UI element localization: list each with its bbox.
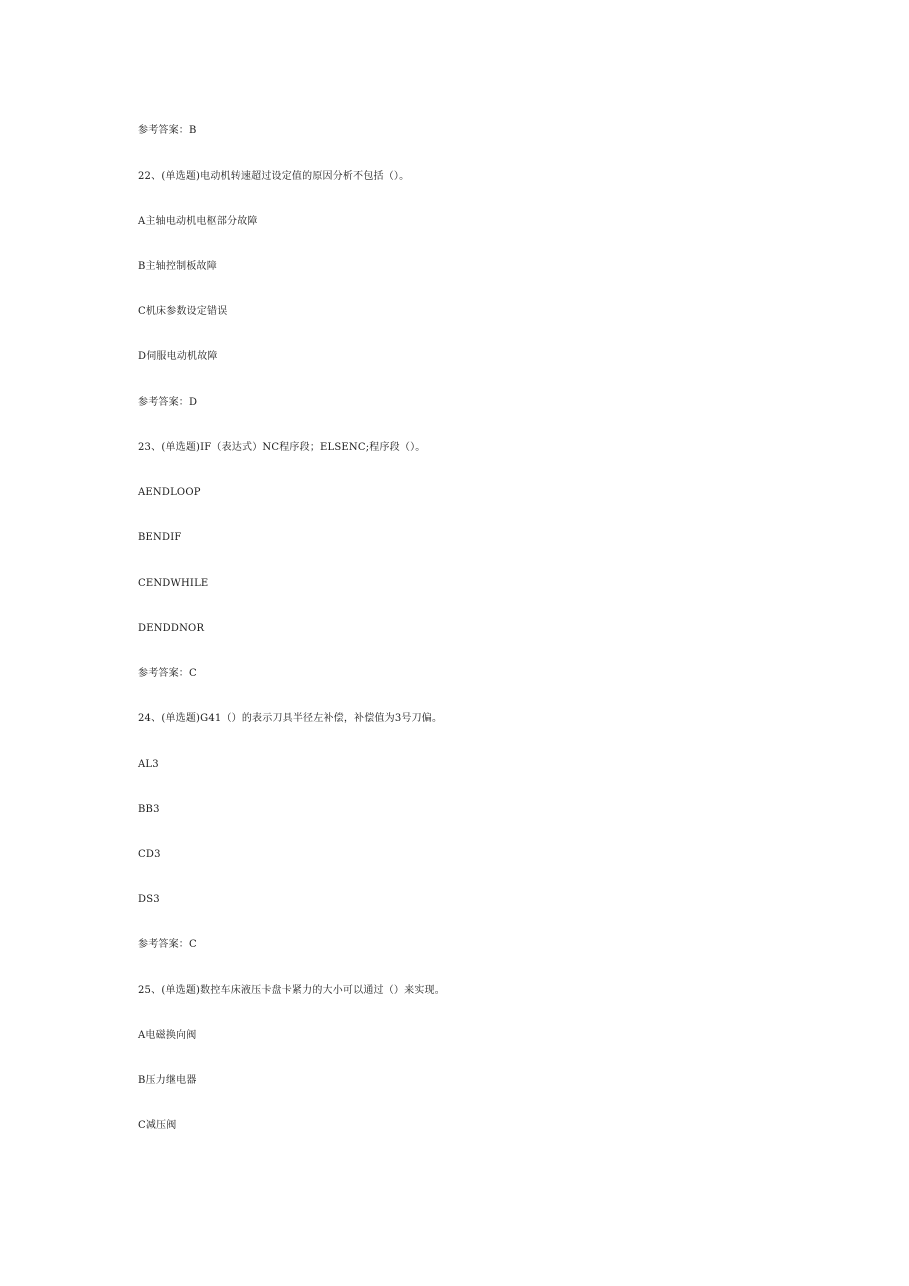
answer-line: 参考答案：C [138, 668, 197, 679]
answer-line: 参考答案：D [138, 397, 198, 408]
answer-line: 参考答案：C [138, 939, 197, 950]
option-line: A电磁换向阀 [138, 1030, 197, 1041]
question-24: 24、(单选题)G41（）的表示刀具半径左补偿，补偿值为3号刀偏。 [138, 713, 443, 724]
option-line: BB3 [138, 804, 160, 815]
question-23: 23、(单选题)IF（表达式）NC程序段；ELSENC;程序段（）。 [138, 442, 426, 453]
question-25: 25、(单选题)数控车床液压卡盘卡紧力的大小可以通过（）来实现。 [138, 985, 445, 996]
option-line: DS3 [138, 894, 160, 905]
option-line: BENDIF [138, 532, 182, 543]
option-line: CD3 [138, 849, 161, 860]
option-line: CENDWHILE [138, 578, 209, 589]
answer-line: 参考答案：B [138, 125, 197, 136]
option-line: C减压阀 [138, 1120, 177, 1131]
option-line: C机床参数设定错误 [138, 306, 228, 317]
option-line: B压力继电器 [138, 1075, 197, 1086]
option-line: AL3 [138, 759, 159, 770]
option-line: A主轴电动机电枢部分故障 [138, 216, 258, 227]
question-22: 22、(单选题)电动机转速超过设定值的原因分析不包括（）。 [138, 171, 410, 182]
option-line: DENDDNOR [138, 623, 205, 634]
option-line: D伺服电动机故障 [138, 351, 218, 362]
option-line: AENDLOOP [138, 487, 201, 498]
option-line: B主轴控制板故障 [138, 261, 217, 272]
